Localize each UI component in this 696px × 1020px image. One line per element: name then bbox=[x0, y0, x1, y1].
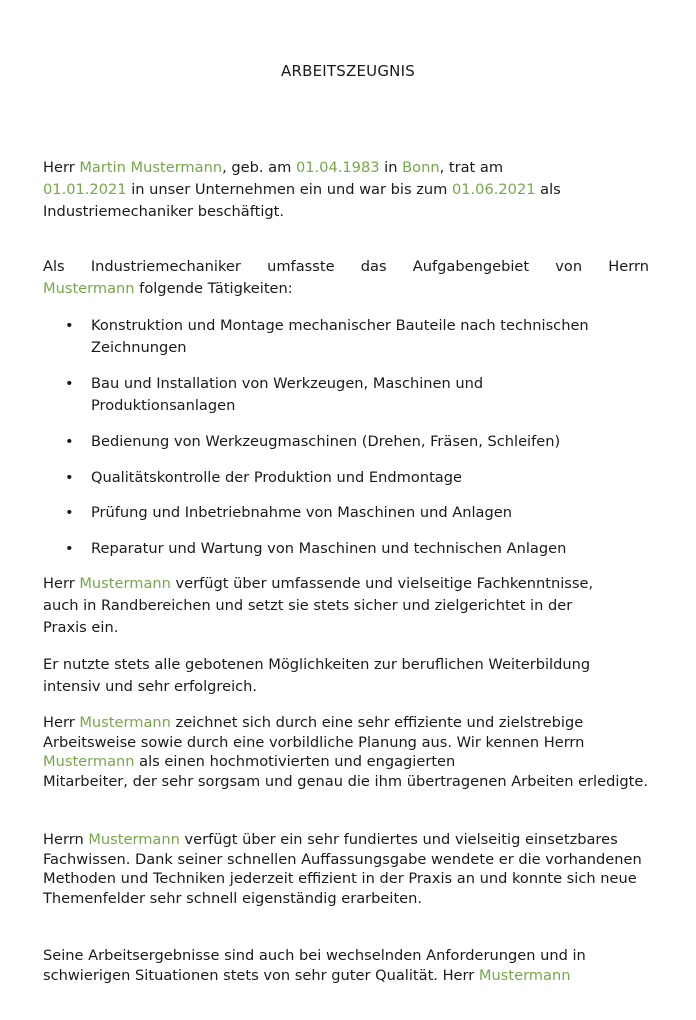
expertise-paragraph bbox=[43, 830, 649, 908]
intro-text: Herr bbox=[43, 159, 80, 176]
bullet-icon: • bbox=[65, 504, 74, 521]
bullet-icon: • bbox=[65, 317, 74, 334]
task-text: Reparatur und Wartung von Maschinen und technischen Anlagen bbox=[91, 540, 567, 557]
paragraph-text: Herrn bbox=[43, 831, 89, 848]
paragraph-text: Herr bbox=[43, 714, 80, 731]
intro-text: , geb. am bbox=[222, 159, 296, 176]
task-text: Prüfung und Inbetriebnahme von Maschinen und Anlagen bbox=[91, 504, 512, 521]
paragraph-text: Seine Arbeitsergebnisse sind auch bei wechselnden Anforderungen und in schwierigen Situationen stets von sehr guter Qualität. Herr bbox=[43, 947, 586, 984]
list-item bbox=[43, 431, 649, 453]
employee-surname: Mustermann bbox=[79, 714, 171, 731]
paragraph-text: verfügt über ein sehr fundiertes und vielseitig einsetzbares Fachwissen. Dank seiner schnellen Auffassungsgabe wendete er die vorhandenen Methoden und Techniken jederzeit effizient in der Praxis an und konnte sich neue Themenfelder sehr schnell eigenständig erarbeiten. bbox=[43, 831, 642, 907]
employee-surname: Mustermann bbox=[478, 966, 571, 984]
task-text: Bau und Installation von Werkzeugen, Maschinen und Produktionsanlagen bbox=[91, 375, 484, 414]
bullet-icon: • bbox=[65, 375, 74, 392]
intro-text: , trat am bbox=[439, 159, 504, 176]
paragraph-text: Mitarbeiter, der sehr sorgsam und genau die ihm übertragenen Arbeiten erledigte. bbox=[43, 772, 649, 790]
results-paragraph bbox=[43, 946, 649, 985]
employee-surname: Mustermann bbox=[88, 831, 180, 848]
bullet-icon: • bbox=[65, 433, 74, 450]
paragraph-text: Er nutzte stets alle gebotenen Möglichkeiten zur beruflichen Weiterbildung intensiv und sehr erfolgreich. bbox=[43, 656, 591, 695]
birth-date: 01.04.1983 bbox=[295, 159, 380, 176]
employee-surname: Mustermann bbox=[43, 753, 135, 770]
bullet-icon: • bbox=[65, 540, 74, 557]
task-text: Qualitätskontrolle der Produktion und Endmontage bbox=[91, 469, 462, 486]
tasks-intro-text: folgende Tätigkeiten: bbox=[134, 280, 293, 297]
knowledge-paragraph bbox=[43, 573, 603, 639]
start-date: 01.01.2021 bbox=[43, 181, 127, 198]
work-style-paragraph bbox=[43, 713, 649, 791]
end-date: 01.06.2021 bbox=[451, 181, 536, 198]
employee-surname: Mustermann bbox=[79, 575, 171, 592]
list-item bbox=[43, 315, 649, 359]
document-title: ARBEITSZEUGNIS bbox=[281, 62, 415, 80]
intro-paragraph bbox=[43, 157, 649, 223]
intro-text: Industriemechaniker beschäftigt. bbox=[43, 203, 285, 220]
tasks-intro-text: Als Industriemechaniker umfasste das Aufgabengebiet von Herrn bbox=[43, 258, 649, 275]
employee-name: Martin Mustermann bbox=[79, 159, 223, 176]
list-item bbox=[43, 467, 649, 489]
list-item bbox=[43, 538, 649, 560]
task-text: Bedienung von Werkzeugmaschinen (Drehen, Fräsen, Schleifen) bbox=[91, 433, 561, 450]
list-item bbox=[43, 502, 649, 524]
intro-text: in bbox=[379, 159, 403, 176]
list-item bbox=[43, 373, 649, 417]
bullet-icon: • bbox=[65, 469, 74, 486]
paragraph-text: verfügt über umfassende und vielseitige Fachkenntnisse, auch in Randbereichen und setzt sie stets sicher und zielgerichtet in der Praxis ein. bbox=[43, 575, 594, 636]
paragraph-text: als einen hochmotivierten und engagierten bbox=[134, 753, 456, 770]
intro-text: in unser Unternehmen ein und war bis zum bbox=[126, 181, 452, 198]
intro-text: als bbox=[535, 181, 561, 198]
task-text: Konstruktion und Montage mechanischer Bauteile nach technischen Zeichnungen bbox=[91, 317, 589, 356]
paragraph-text: zeichnet sich durch eine sehr effiziente und zielstrebige Arbeitsweise sowie durch eine vorbildliche Planung aus. Wir kennen Herrn bbox=[43, 714, 585, 751]
birth-place: Bonn bbox=[402, 159, 440, 176]
paragraph-text: Herr bbox=[43, 575, 80, 592]
tasks-intro-paragraph bbox=[43, 256, 649, 300]
employee-surname: Mustermann bbox=[43, 280, 135, 297]
training-paragraph bbox=[43, 654, 649, 698]
